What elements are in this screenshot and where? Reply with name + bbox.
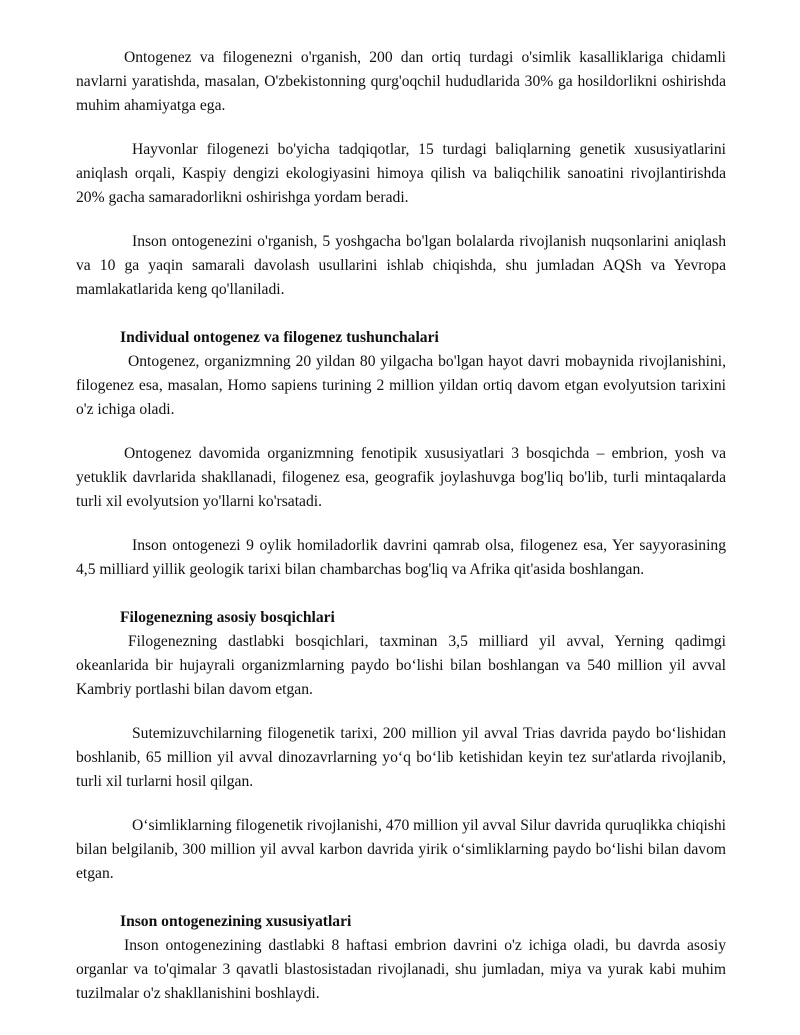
document-page [76, 46, 726, 1006]
paragraph-plant-phylogeny: O‘simliklarning filogenetik rivojlanishi, 470 million yil avval Silur davrida quruqlikka chiqishi bilan belgilanib, 300 million yil avval karbon davrida yirik o‘simliklarning paydo bo‘lishi bilan davom etgan. [76, 817, 726, 882]
paragraph-fish-phylogeny: Hayvonlar filogenezi bo'yicha tadqiqotlar, 15 turdagi baliqlarning genetik xususiyatlarini aniqlash orqali, Kaspiy dengizi ekologiyasini himoya qilish va baliqchilik sanoatini rivojlantirishda 20% gacha samaradorlikni oshirishga yordam beradi. [76, 141, 726, 206]
section-heading-concepts: Individual ontogenez va filogenez tushunchalari [120, 329, 439, 346]
paragraph-ontogeny-definition: Ontogenez, organizmning 20 yildan 80 yilgacha bo'lgan hayot davri mobaynida rivojlanishini, filogenez esa, masalan, Homo sapiens turining 2 million yildan ortiq davom etgan evolyutsion tarixini o'z ichiga oladi. [76, 353, 726, 418]
section-heading-human-ontogeny: Inson ontogenezining xususiyatlari [120, 913, 352, 930]
paragraph-embryo-period: Inson ontogenezining dastlabki 8 haftasi embrion davrini o'z ichiga oladi, bu davrda asosiy organlar va to'qimalar 3 qavatli blastosistadan rivojlanadi, shu jumladan, miya va yurak kabi muhim tuzilmalar o'z shakllanishini boshlaydi. [76, 937, 726, 1002]
section-heading-phylogeny-stages: Filogenezning asosiy bosqichlari [120, 609, 335, 626]
paragraph-human-ontogeny-study: Inson ontogenezini o'rganish, 5 yoshgacha bo'lgan bolalarda rivojlanish nuqsonlarini aniqlash va 10 ga yaqin samarali davolash usullarini ishlab chiqishda, shu jumladan AQSh va Yevropa mamlakatlarida keng qo'llaniladi. [76, 233, 726, 298]
paragraph-early-phylogeny: Filogenezning dastlabki bosqichlari, taxminan 3,5 milliard yil avval, Yerning qadimgi okeanlarida bir hujayrali organizmlarning paydo bo‘lishi bilan boshlangan va 540 million yil avval Kambriy portlashi bilan davom etgan. [76, 633, 726, 698]
paragraph-phenotype-stages: Ontogenez davomida organizmning fenotipik xususiyatlari 3 bosqichda – embrion, yosh va yetuklik davrlarida shakllanadi, filogenez esa, geografik joylashuvga bog'liq bo'lib, turli mintaqalarda turli xil evolyutsion yo'llarni ko'rsatadi. [76, 445, 726, 510]
paragraph-mammal-phylogeny: Sutemizuvchilarning filogenetik tarixi, 200 million yil avval Trias davrida paydo bo‘lishidan boshlanib, 65 million yil avval dinozavrlarning yo‘q bo‘lib ketishidan keyin tez sur'atlarda rivojlanib, turli xil turlarni hosil qilgan. [76, 725, 726, 790]
paragraph-human-ontogeny-9-months: Inson ontogenezi 9 oylik homiladorlik davrini qamrab olsa, filogenez esa, Yer sayyorasining 4,5 milliard yillik geologik tarixi bilan chambarchas bog'liq va Afrika qit'asida boshlangan. [76, 537, 726, 578]
paragraph-plant-diseases: Ontogenez va filogenezni o'rganish, 200 dan ortiq turdagi o'simlik kasalliklariga chidamli navlarni yaratishda, masalan, O'zbekistonning qurg'oqchil hududlarida 30% ga hosildorlikni oshirishda muhim ahamiyatga ega. [76, 49, 726, 114]
